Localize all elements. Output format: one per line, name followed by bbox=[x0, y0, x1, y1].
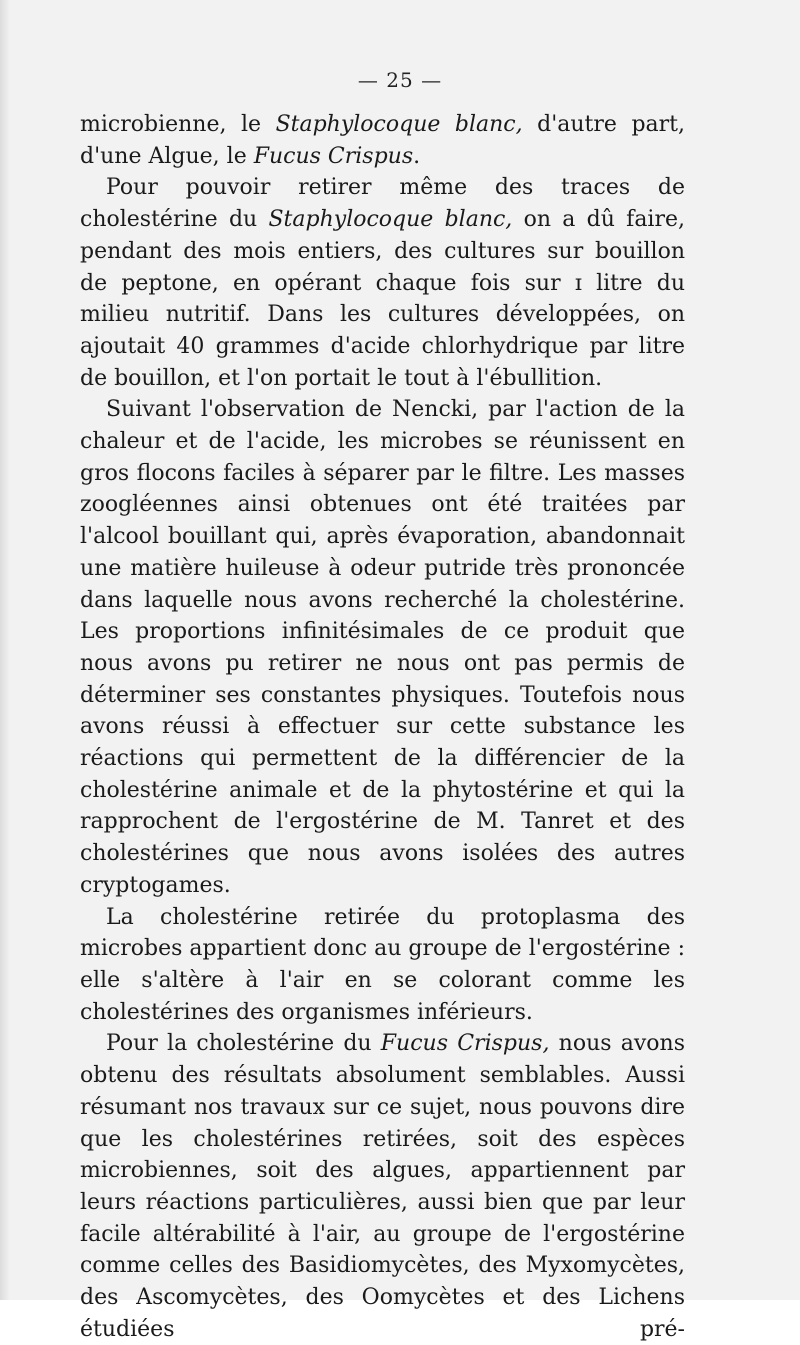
paragraph-text: microbienne, le bbox=[80, 112, 276, 137]
paragraph-continuation bbox=[80, 109, 685, 172]
page-number: — 25 — bbox=[357, 68, 443, 92]
italic-term: Staphylocoque blanc, bbox=[268, 207, 513, 233]
paragraph-text: d'autre part, d'une Algue, le bbox=[80, 112, 685, 169]
paragraph-text: . bbox=[413, 143, 421, 169]
paragraph-text: Pour la cholestérine du bbox=[106, 1031, 381, 1057]
italic-term: Fucus Crispus, bbox=[380, 1031, 550, 1057]
paragraph-fucus bbox=[80, 1028, 685, 1345]
paragraph-text: on a dû faire, pendant des mois entiers, des cultures sur bouillon de peptone, en opérant chaque fois sur ɪ litre du milieu nutritif. Dans les cultures développées, on ajoutait 40 grammes d'acide chlorhydrique par litre de bouillon, et l'on portait le tout à l'ébullition. bbox=[80, 207, 685, 391]
italic-term: Fucus Crispus bbox=[253, 143, 414, 169]
paragraph-cultures bbox=[80, 172, 685, 394]
binding-shadow bbox=[0, 0, 10, 1300]
paragraph-text: Pour pouvoir retirer même des traces de cholestérine du bbox=[80, 175, 685, 233]
italic-term: Staphylocoque blanc, bbox=[275, 112, 523, 137]
paragraph-text: nous avons obtenu des résultats absolument semblables. Aussi résumant nos travaux sur ce sujet, nous pouvons dire que les cholestérines retirées, soit des espèces microbiennes, soit des algues, appartiennent par leurs réactions particulières, aussi bien que par leur facile altérabilité à l'air, au groupe de l'ergostérine comme celles des Basidiomycètes, des Myxomycètes, des Ascomycètes, des Oomycètes et des Lichens étudiées pré- bbox=[80, 1031, 686, 1342]
paragraph-nencki: Suivant l'observation de Nencki, par l'action de la chaleur et de l'acide, les microbes se réunissent en gros flocons faciles à séparer par le filtre. Les masses zoogléennes ainsi obtenues ont été traitées par l'alcool bouillant qui, après évaporation, abandonnait une matière huileuse à odeur putride très prononcée dans laquelle nous avons recherché la cholestérine. Les proportions infinitésimales de ce produit que nous avons pu retirer ne nous ont pas permis de déterminer ses constantes physiques. Toutefois nous avons réussi à effectuer sur cette substance les réactions qui permettent de la différencier de la cholestérine animale et de la phytostérine et qui la rapprochent de l'ergostérine de M. Tanret et des cholestérines que nous avons isolées des autres cryptogames. bbox=[80, 397, 685, 898]
paragraph-ergosterine: La cholestérine retirée du protoplasma des microbes appartient donc au groupe de l'ergostérine : elle s'altère à l'air en se colorant comme les cholestérines des organismes inférieurs. bbox=[80, 904, 685, 1025]
body-text bbox=[80, 109, 685, 1345]
